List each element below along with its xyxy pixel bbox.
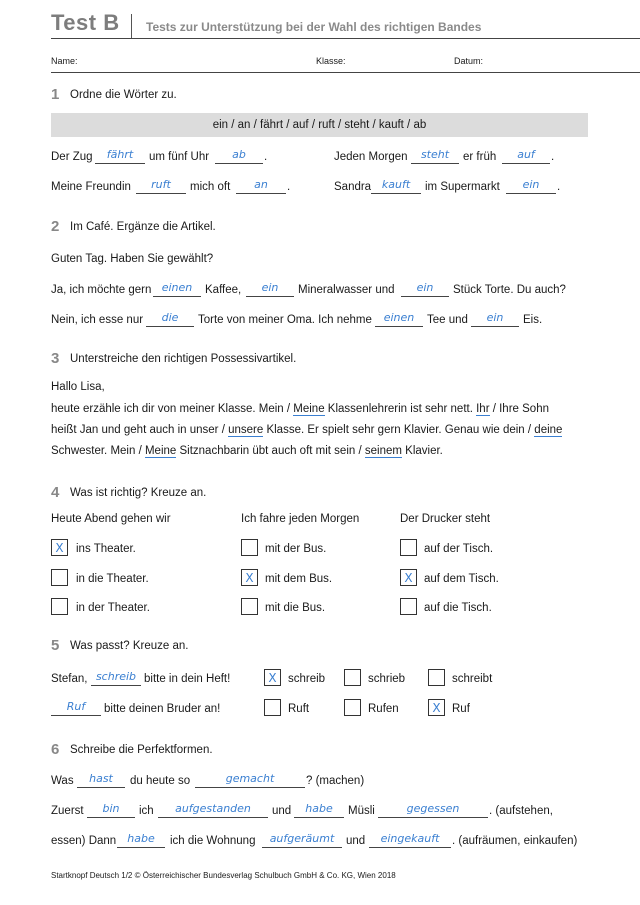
letter-text: Klavier. <box>401 445 443 457</box>
class-label: Klasse: <box>316 56 346 66</box>
letter-text: Schwester. Mein / <box>51 445 145 457</box>
ex5-blank[interactable]: Ruf <box>51 700 101 716</box>
option-label: auf dem Tisch. <box>424 573 499 585</box>
letter-line-2 <box>51 424 562 436</box>
ex6-blank[interactable]: aufgestanden <box>158 802 268 818</box>
header-rule-bottom <box>51 72 640 73</box>
checkbox[interactable] <box>400 539 417 556</box>
ex1-blank[interactable]: ein <box>506 178 556 194</box>
ex6-text: . (aufräumen, einkaufen) <box>452 835 578 847</box>
letter-text: Sitznachbarin übt auch oft mit sein / <box>176 445 365 457</box>
ex1-text: . <box>264 151 268 163</box>
ex6-blank[interactable]: aufgeräumt <box>262 832 342 848</box>
ex6-text: ich <box>139 805 154 817</box>
option-meine-underlined[interactable]: Meine <box>293 403 325 415</box>
ex1-blank[interactable]: steht <box>411 148 459 164</box>
ex6-text: essen) Dann <box>51 835 117 847</box>
ex6-text: ich die Wohnung <box>170 835 256 847</box>
ex2-text: Kaffee, <box>205 284 242 296</box>
checkbox[interactable] <box>344 669 361 686</box>
letter-text: / <box>283 403 294 415</box>
option-label: Ruf <box>452 703 470 715</box>
checkbox-checked[interactable]: X <box>264 669 281 686</box>
checkbox[interactable] <box>400 598 417 615</box>
ex6-blank[interactable]: habe <box>117 832 165 848</box>
ex1-text: . <box>551 151 555 163</box>
letter-text: Klasse. Er spielt sehr gern Klavier. Genau wie dein / <box>263 424 535 436</box>
ex6-blank[interactable]: hast <box>77 772 125 788</box>
ex1-text: um fünf Uhr <box>149 151 210 163</box>
option-unsere-underlined[interactable]: unsere <box>228 424 264 436</box>
ex6-blank[interactable]: gemacht <box>195 772 305 788</box>
ex1-text: . <box>287 181 291 193</box>
checkbox[interactable] <box>241 539 258 556</box>
exercise-4-number: 4 <box>51 484 60 501</box>
option-label: Rufen <box>368 703 399 715</box>
ex5-blank[interactable]: schreib <box>91 670 141 686</box>
exercise-2-instruction: Im Café. Ergänze die Artikel. <box>70 221 216 233</box>
option-label: mit dem Bus. <box>265 573 333 585</box>
ex1-text: im Supermarkt <box>425 181 500 193</box>
option-deine-underlined[interactable]: deine <box>534 424 563 436</box>
checkbox[interactable] <box>51 598 68 615</box>
ex6-text: du heute so <box>130 775 191 787</box>
ex6-text: Zuerst <box>51 805 84 817</box>
test-title: Test B <box>51 10 120 35</box>
ex6-text: . (aufstehen, <box>489 805 553 817</box>
checkbox[interactable] <box>51 569 68 586</box>
option-label: auf die Tisch. <box>424 602 492 614</box>
header-rule <box>51 38 640 39</box>
checkbox-checked[interactable]: X <box>51 539 68 556</box>
exercise-3-instruction: Unterstreiche den richtigen Possessivartikel. <box>70 353 297 365</box>
letter-line-3 <box>51 445 443 457</box>
checkbox[interactable] <box>241 598 258 615</box>
ex2-text: Stück Torte. Du auch? <box>453 284 566 296</box>
checkbox[interactable] <box>428 669 445 686</box>
word-bank <box>51 113 588 137</box>
ex5-text: bitte in dein Heft! <box>144 673 231 685</box>
ex6-text: Was <box>51 775 74 787</box>
ex4-column-2-head: Ich fahre jeden Morgen <box>241 513 360 525</box>
checkbox[interactable] <box>344 699 361 716</box>
ex2-text: Tee und <box>427 314 468 326</box>
option-label: schreibt <box>452 673 493 685</box>
ex2-blank[interactable]: die <box>146 311 194 327</box>
checkbox-checked[interactable]: X <box>241 569 258 586</box>
ex6-blank[interactable]: bin <box>87 802 135 818</box>
ex1-blank[interactable]: ab <box>215 148 263 164</box>
date-label: Datum: <box>454 56 484 66</box>
exercise-4-instruction: Was ist richtig? Kreuze an. <box>70 487 207 499</box>
option-label: in der Theater. <box>76 602 150 614</box>
exercise-6-number: 6 <box>51 741 60 758</box>
ex4-column-3-head: Der Drucker steht <box>400 513 491 525</box>
exercise-1-number: 1 <box>51 86 60 103</box>
option-label: mit der Bus. <box>265 543 327 555</box>
option-label: Ruft <box>288 703 310 715</box>
exercise-5-number: 5 <box>51 637 60 654</box>
ex2-blank[interactable]: ein <box>401 281 449 297</box>
ex6-blank[interactable]: gegessen <box>378 802 488 818</box>
ex2-text: Nein, ich esse nur <box>51 314 144 326</box>
ex2-line: Guten Tag. Haben Sie gewählt? <box>51 253 214 265</box>
letter-text: / Ihre Sohn <box>489 403 549 415</box>
ex2-blank[interactable]: einen <box>375 311 423 327</box>
word-bank-text: ein / an / fährt / auf / ruft / steht / kauft / ab <box>212 119 427 131</box>
ex1-blank[interactable]: fährt <box>95 148 145 164</box>
ex1-text: er früh <box>463 151 497 163</box>
letter-text: heute erzähle ich dir von meiner Klasse. <box>51 403 259 415</box>
exercise-5-instruction: Was passt? Kreuze an. <box>70 640 189 652</box>
ex5-text: Stefan, <box>51 673 88 685</box>
ex1-text: Meine Freundin <box>51 181 131 193</box>
ex1-text: Der Zug <box>51 151 93 163</box>
ex1-blank[interactable]: kauft <box>371 178 421 194</box>
option-label: ins Theater. <box>76 543 136 555</box>
ex6-text: und <box>346 835 366 847</box>
ex4-column-1-head: Heute Abend gehen wir <box>51 513 171 525</box>
ex1-text: Sandra <box>334 181 372 193</box>
ex1-blank[interactable]: auf <box>502 148 550 164</box>
ex2-text: Torte von meiner Oma. Ich nehme <box>198 314 372 326</box>
ex6-text: Müsli <box>348 805 375 817</box>
option-ihr-underlined[interactable]: Ihr <box>476 403 490 415</box>
title-divider <box>131 14 132 38</box>
checkbox[interactable] <box>264 699 281 716</box>
option-label: auf der Tisch. <box>424 543 494 555</box>
exercise-1-instruction: Ordne die Wörter zu. <box>70 89 177 101</box>
option-label: schreib <box>288 673 326 685</box>
option-label: in die Theater. <box>76 573 149 585</box>
ex6-blank[interactable]: habe <box>294 802 344 818</box>
exercise-2-number: 2 <box>51 218 60 235</box>
option-meine-underlined[interactable]: Meine <box>144 445 177 457</box>
ex2-text: Eis. <box>523 314 543 326</box>
ex2-blank[interactable]: einen <box>153 281 201 297</box>
ex5-text: bitte deinen Bruder an! <box>104 703 221 715</box>
option-label: schrieb <box>368 673 406 685</box>
ex2-blank[interactable]: ein <box>471 311 519 327</box>
ex1-text: mich oft <box>190 181 231 193</box>
letter-text: heißt Jan und geht auch in unser / <box>51 424 229 436</box>
exercise-3-number: 3 <box>51 350 60 367</box>
ex2-text: Ja, ich möchte gern <box>51 284 152 296</box>
ex2-blank[interactable]: ein <box>246 281 294 297</box>
ex2-text: Mineralwasser und <box>298 284 395 296</box>
ex6-text: und <box>272 805 292 817</box>
letter-greeting: Hallo Lisa, <box>51 381 105 393</box>
ex1-text: Jeden Morgen <box>334 151 408 163</box>
ex1-blank[interactable]: ruft <box>136 178 186 194</box>
checkbox-checked[interactable]: X <box>400 569 417 586</box>
letter-text: Klassenlehrerin ist sehr nett. <box>324 403 477 415</box>
test-subtitle: Tests zur Unterstützung bei der Wahl des richtigen Bandes <box>146 20 482 34</box>
letter-line-1 <box>51 403 549 415</box>
ex6-blank[interactable]: eingekauft <box>369 832 451 848</box>
option-seinem-underlined[interactable]: seinem <box>364 445 402 457</box>
exercise-6-instruction: Schreibe die Perfektformen. <box>70 744 213 756</box>
option-label: mit die Bus. <box>265 602 326 614</box>
checkbox-checked[interactable]: X <box>428 699 445 716</box>
ex1-blank[interactable]: an <box>236 178 286 194</box>
ex6-text: ? (machen) <box>306 775 365 787</box>
name-label: Name: <box>51 56 78 66</box>
ex1-text: . <box>557 181 561 193</box>
footer-copyright: Startknopf Deutsch 1/2 © Österreichischer Bundesverlag Schulbuch GmbH & Co. KG, Wien 2018 <box>51 871 396 880</box>
option-mein[interactable]: Mein <box>258 403 284 415</box>
